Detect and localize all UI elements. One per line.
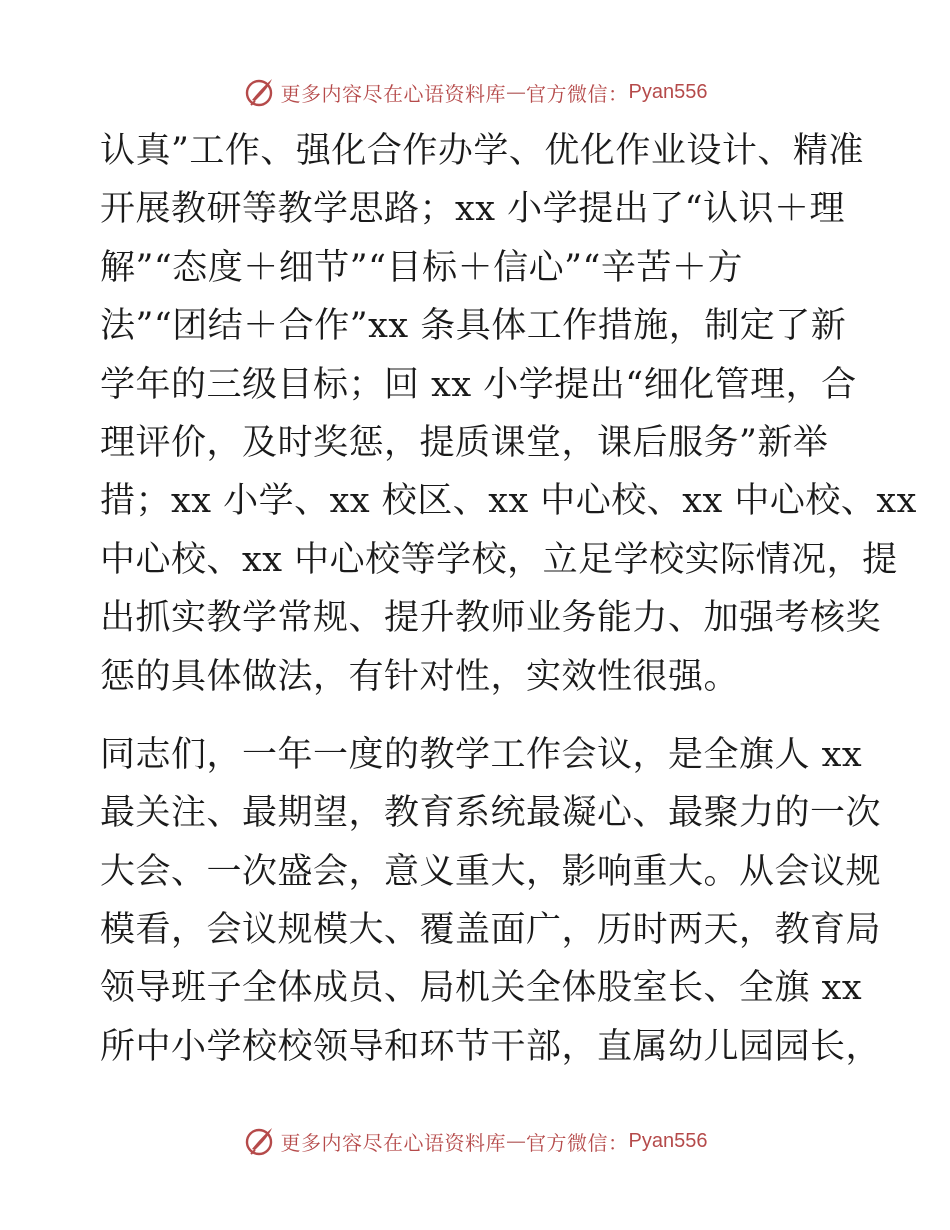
watermark-account: Pyan556 xyxy=(628,1129,708,1152)
quill-logo-icon xyxy=(243,1125,275,1157)
header-watermark xyxy=(0,72,950,112)
text-line: 解”“态度＋细节”“目标＋信心”“辛苦＋方 xyxy=(100,247,743,288)
paragraph xyxy=(100,726,882,1076)
quill-logo-icon xyxy=(243,76,275,108)
text-line: 中心校、xx 中心校等学校，立足学校实际情况，提 xyxy=(100,539,898,580)
text-line: 措；xx 小学、xx 校区、xx 中心校、xx 中心校、xx xyxy=(100,481,917,522)
text-line: 学年的三级目标；回 xx 小学提出“细化管理，合 xyxy=(100,364,857,405)
watermark-suffix: 官方微信： xyxy=(526,81,629,106)
text-line: 最关注、最期望，教育系统最凝心、最聚力的一次 xyxy=(100,793,882,834)
text-line: 模看，会议规模大、覆盖面广，历时两天，教育局 xyxy=(100,910,882,951)
watermark-separator: — xyxy=(506,80,527,104)
text-line: 出抓实教学常规、提升教师业务能力、加强考核奖 xyxy=(100,598,882,639)
text-line: 开展教研等教学思路；xx 小学提出了“认识＋理 xyxy=(100,189,845,230)
watermark-account: Pyan556 xyxy=(628,80,708,103)
text-line: 惩的具体做法，有针对性，实效性很强。 xyxy=(100,656,740,697)
text-line: 大会、一次盛会，意义重大，影响重大。从会议规 xyxy=(100,851,882,892)
text-line: 领导班子全体成员、局机关全体股室长、全旗 xx xyxy=(100,968,863,1009)
paragraph xyxy=(100,122,917,706)
watermark-suffix: 官方微信： xyxy=(526,1130,629,1155)
watermark-text: 更多内容尽在心语资料库 xyxy=(280,81,507,106)
text-line: 法”“团结＋合作”xx 条具体工作措施，制定了新 xyxy=(100,306,847,347)
text-line: 理评价，及时奖惩，提质课堂，课后服务”新举 xyxy=(100,422,829,463)
text-line: 所中小学校校领导和环节干部，直属幼儿园园长， xyxy=(100,1026,882,1067)
footer-watermark xyxy=(0,1121,950,1161)
text-line: 同志们，一年一度的教学工作会议，是全旗人 xx xyxy=(100,734,863,775)
text-line: 认真”工作、强化合作办学、优化作业设计、精准 xyxy=(100,131,864,171)
document-body xyxy=(100,122,917,1076)
watermark-separator: — xyxy=(506,1129,527,1153)
watermark-text: 更多内容尽在心语资料库 xyxy=(280,1130,507,1155)
